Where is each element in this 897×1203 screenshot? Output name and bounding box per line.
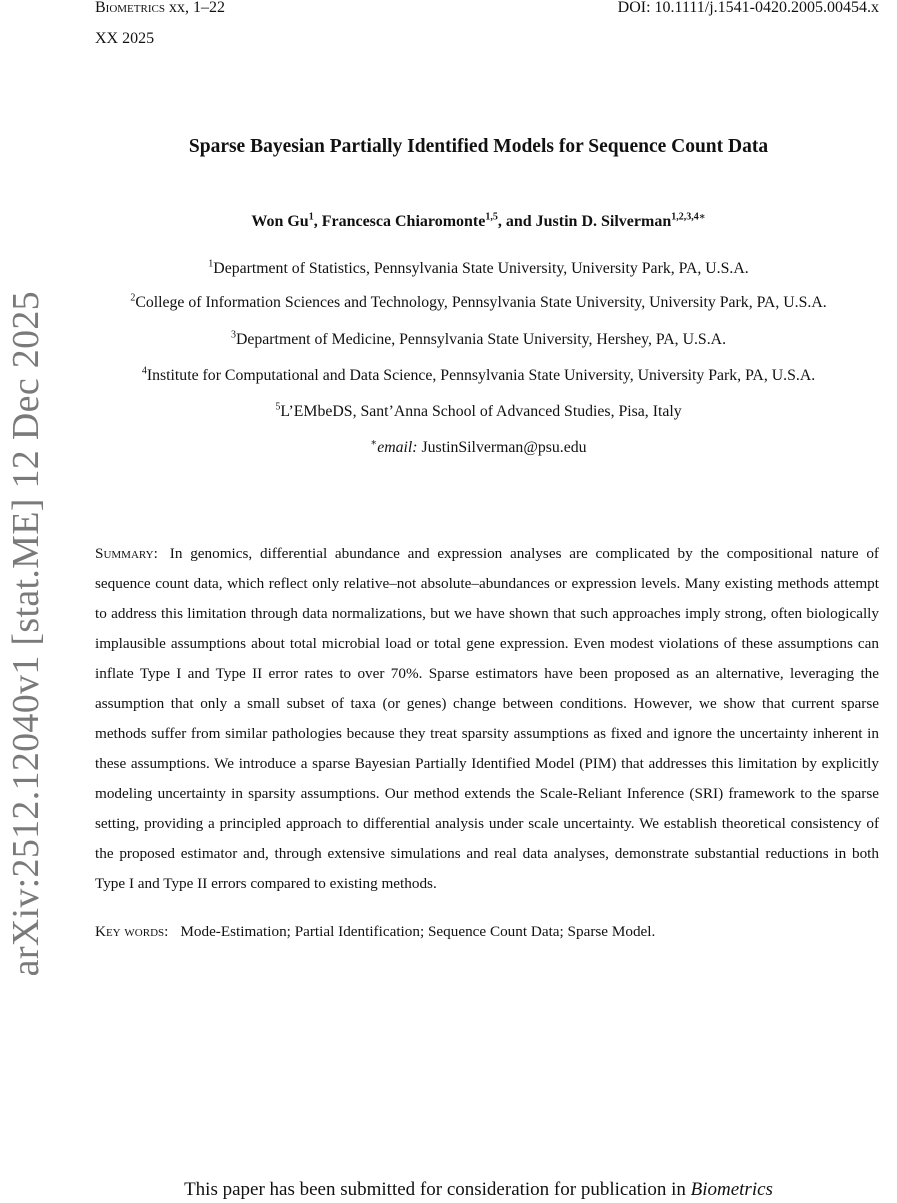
- keywords-label: Key words:: [95, 923, 169, 940]
- submission-text: This paper has been submitted for consideration for publication in: [184, 1179, 691, 1200]
- affiliation-text: Department of Medicine, Pennsylvania State University, Hershey, PA, U.S.A.: [235, 331, 727, 348]
- author-name: Justin D. Silverman: [535, 213, 672, 230]
- paper-title: Sparse Bayesian Partially Identified Models for Sequence Count Data: [188, 136, 769, 157]
- affiliation-text: Institute for Computational and Data Science, Pennsylvania State University, University Park, PA, U.S.A.: [146, 367, 816, 384]
- author-affiliation-marker: 1: [308, 211, 314, 223]
- running-header-doi: DOI: 10.1111/j.1541-0420.2005.00454.x: [617, 0, 879, 16]
- author-name: Francesca Chiaromonte: [321, 213, 486, 230]
- running-header-journal: [95, 0, 225, 19]
- author-list: [60, 213, 897, 231]
- affiliation-number: 2: [130, 292, 136, 304]
- author-separator: , and: [497, 213, 536, 230]
- summary-label: Summary:: [95, 545, 158, 562]
- author-affiliation-marker: 1,2,3,4∗: [671, 211, 706, 223]
- corresponding-marker: ∗: [370, 437, 378, 449]
- email-label: email:: [377, 439, 418, 456]
- affiliation: [60, 367, 897, 385]
- affiliation-number: 5: [275, 401, 281, 413]
- submission-note: [60, 1177, 897, 1203]
- arxiv-stamp: [0, 291, 52, 977]
- submission-journal: Biometrics: [690, 1179, 773, 1200]
- running-header-date: XX 2025: [95, 30, 155, 47]
- author-affiliation-marker: 1,5: [485, 211, 498, 223]
- affiliation-text: College of Information Sciences and Technology, Pennsylvania State University, University Park, PA, U.S.A.: [135, 294, 827, 311]
- summary-text: In genomics, differential abundance and expression analyses are complicated by the compositional nature of sequence count data, which reflect only relative–not absolute–abundances or expression levels. Many existing methods attempt to address this limitation through data normalizations, but we have shown that such approaches imply strong, often biologically implausible assumptions about total microbial load or total gene expression. Even modest violations of these assumptions can inflate Type I and Type II error rates to over 70%. Sparse estimators have been proposed as an alternative, leveraging the assumption that only a small subset of taxa (or genes) change between conditions. However, we show that current sparse methods suffer from similar pathologies because they treat sparsity assumptions as fixed and ignore the uncertainty inherent in these assumptions. We introduce a sparse Bayesian Partially Identified Model (PIM) that addresses this limitation by explicitly modeling uncertainty in sparsity assumptions. Our method extends the Scale-Reliant Inference (SRI) framework to the sparse setting, providing a principled approach to differential analysis under scale uncertainty. We establish theoretical consistency of the proposed estimator and, through extensive simulations and real data analyses, demonstrate substantial reductions in both Type I and Type II errors compared to existing methods.: [95, 545, 879, 892]
- abstract: [95, 539, 879, 899]
- keywords: [95, 921, 879, 943]
- affiliation: [60, 294, 897, 312]
- journal-name: Biometrics: [95, 0, 165, 16]
- affiliation-text: L’EMbeDS, Sant’Anna School of Advanced Studies, Pisa, Italy: [280, 403, 682, 420]
- affiliation-number: 3: [230, 329, 236, 341]
- affiliation: [60, 260, 897, 278]
- author-name: Won Gu: [251, 213, 309, 230]
- email-address[interactable]: JustinSilverman@psu.edu: [421, 439, 587, 456]
- corresponding-email: [60, 439, 897, 457]
- volume-pages: xx, 1–22: [168, 0, 225, 16]
- author-separator: ,: [313, 213, 322, 230]
- affiliation: [60, 403, 897, 421]
- keywords-text: Mode-Estimation; Partial Identification; Sequence Count Data; Sparse Model.: [180, 923, 656, 940]
- arxiv-identifier: arXiv:2512.12040v1 [stat.ME] 12 Dec 2025: [5, 291, 47, 977]
- affiliation: [60, 331, 897, 349]
- affiliation-number: 4: [141, 365, 147, 377]
- affiliation-number: 1: [208, 258, 214, 270]
- affiliation-text: Department of Statistics, Pennsylvania State University, University Park, PA, U.S.A.: [213, 260, 749, 277]
